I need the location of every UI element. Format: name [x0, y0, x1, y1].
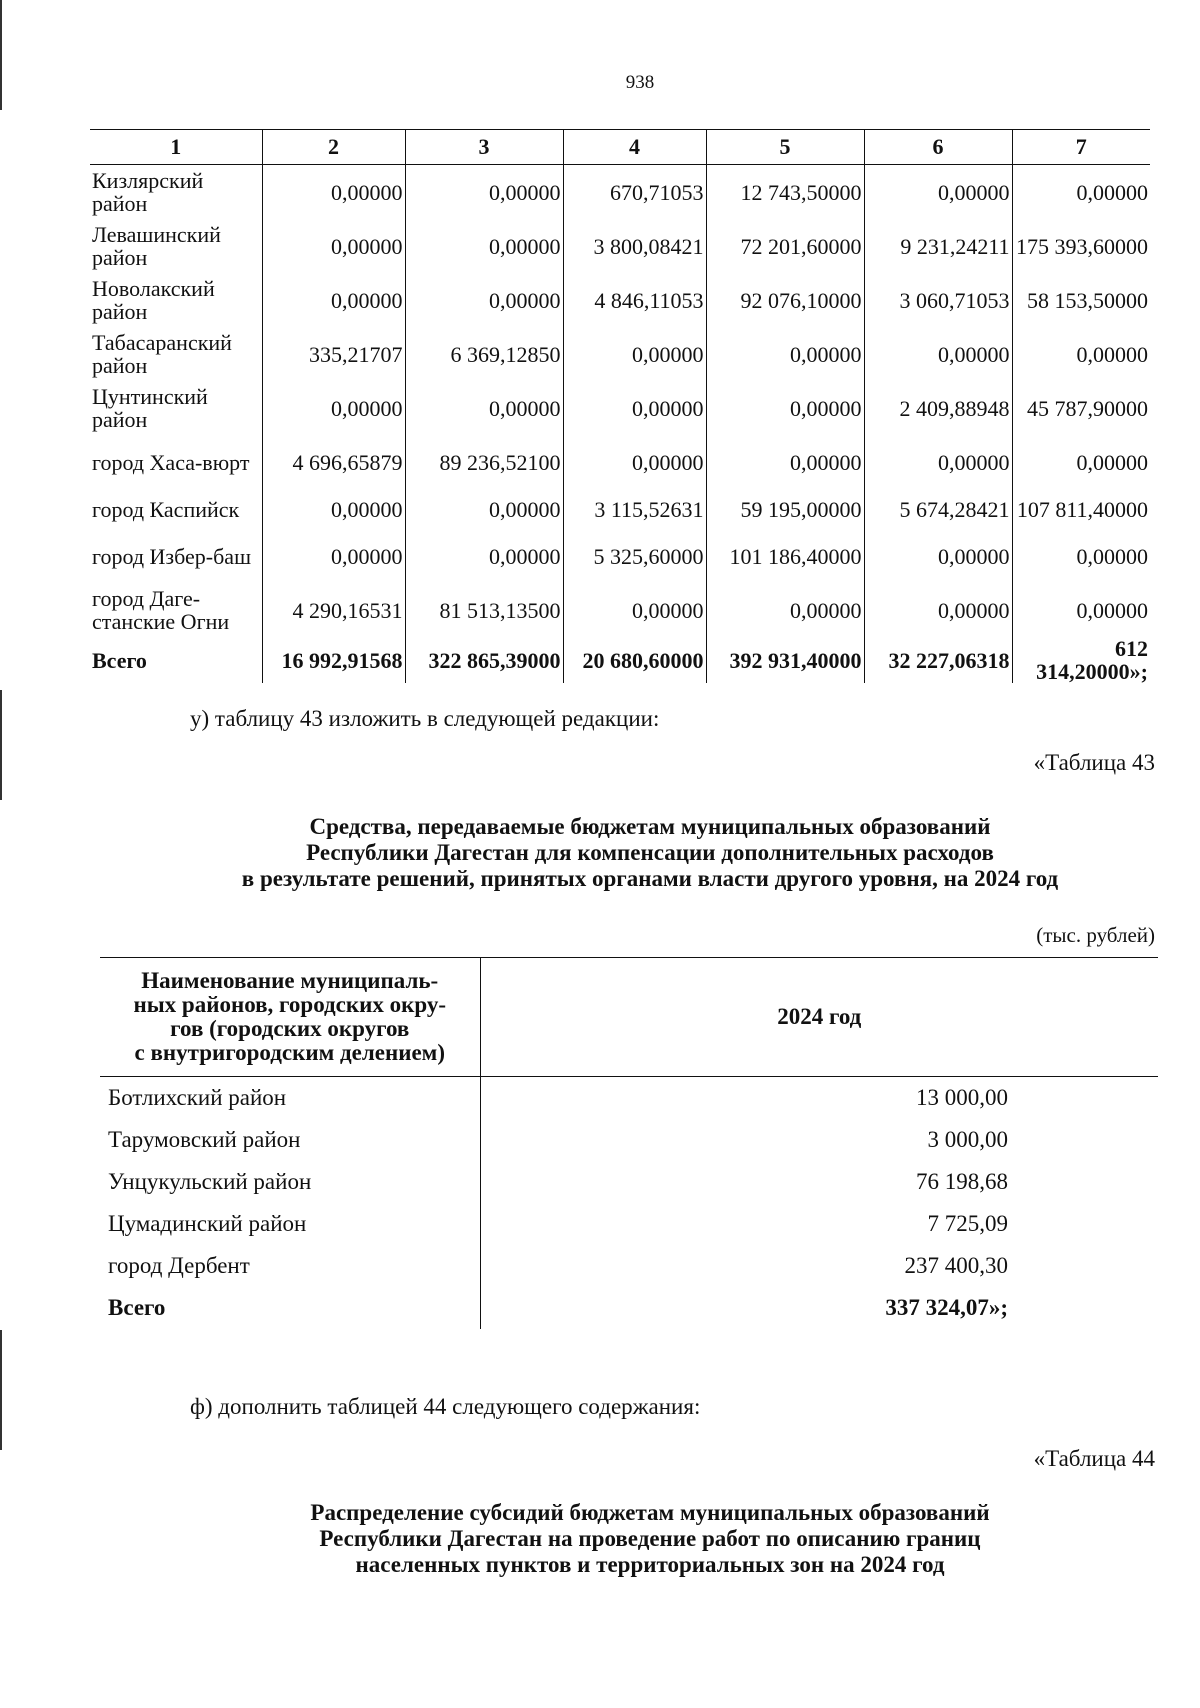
- cell-value: 0,00000: [262, 529, 405, 583]
- table-row: [90, 219, 1150, 273]
- cell-value: 0,00000: [563, 381, 706, 435]
- scan-edge-line: [0, 1330, 2, 1450]
- heading-line: Республики Дагестан для компенсации дополнительных расходов: [306, 840, 994, 865]
- cell-value: 58 153,50000: [1012, 273, 1150, 327]
- cell-value: 0,00000: [1012, 435, 1150, 489]
- amount-value: 237 400,30: [904, 1253, 1008, 1278]
- district-name: Кизлярский район: [92, 168, 204, 216]
- total-value: 20 680,60000: [563, 637, 706, 683]
- cell-value: 0,00000: [262, 489, 405, 529]
- cell-value: 0,00000: [864, 529, 1012, 583]
- district-name: город Дербент: [100, 1245, 480, 1287]
- cell-value: 4 846,11053: [563, 273, 706, 327]
- continued-table: [90, 129, 1150, 683]
- table-row: [90, 529, 1150, 583]
- cell-value: 0,00000: [405, 529, 563, 583]
- header-line: Наименование муниципаль-: [141, 968, 439, 993]
- district-name: город Даге-станские Огни: [92, 586, 230, 634]
- name-column-header: [100, 958, 480, 1077]
- cell-value: 0,00000: [405, 219, 563, 273]
- cell-value: 0,00000: [262, 381, 405, 435]
- year-column-header: 2024 год: [480, 958, 1158, 1077]
- table-row: [100, 1203, 1158, 1245]
- cell-value: 0,00000: [706, 435, 864, 489]
- table44-label: «Таблица 44: [1033, 1446, 1155, 1471]
- header-line: гов (городских округов: [170, 1016, 410, 1041]
- cell-value: 0,00000: [405, 489, 563, 529]
- cell-value: 0,00000: [706, 327, 864, 381]
- district-name: город Хаса-вюрт: [92, 449, 250, 475]
- cell-value: 0,00000: [864, 165, 1012, 220]
- cell-value: 0,00000: [1012, 327, 1150, 381]
- heading-line: населенных пунктов и территориальных зон на 2024 год: [355, 1552, 945, 1577]
- cell-value: 2 409,88948: [864, 381, 1012, 435]
- column-number: 4: [563, 130, 706, 165]
- total-value: 337 324,07»;: [885, 1295, 1008, 1320]
- header-line: ных районов, городских окру-: [133, 992, 447, 1017]
- cell-value: 92 076,10000: [706, 273, 864, 327]
- cell-value: 0,00000: [864, 435, 1012, 489]
- table-row: [90, 327, 1150, 381]
- heading-line: Республики Дагестан на проведение работ по описанию границ: [319, 1526, 981, 1551]
- cell-value: 0,00000: [1012, 529, 1150, 583]
- district-name: Унцукульский район: [100, 1161, 480, 1203]
- district-name: город Избер-баш: [92, 543, 252, 569]
- table43-label: «Таблица 43: [1033, 750, 1155, 775]
- total-value: 32 227,06318: [864, 637, 1012, 683]
- heading-line: Распределение субсидий бюджетам муниципальных образований: [310, 1500, 990, 1525]
- district-name: Табасаранский район: [92, 330, 232, 378]
- cell-value: 0,00000: [706, 583, 864, 637]
- amount-value: 13 000,00: [916, 1085, 1008, 1110]
- scan-edge-line: [0, 690, 2, 800]
- column-number: 1: [90, 130, 262, 165]
- table-row: [90, 489, 1150, 529]
- cell-value: 107 811,40000: [1012, 489, 1150, 529]
- cell-value: 670,71053: [563, 165, 706, 220]
- district-name: Цунтинский район: [92, 384, 208, 432]
- total-value: 392 931,40000: [706, 637, 864, 683]
- table-row: [100, 1161, 1158, 1203]
- cell-value: 3 115,52631: [563, 489, 706, 529]
- table-total-row: [90, 637, 1150, 683]
- column-number: 6: [864, 130, 1012, 165]
- table44-heading: [130, 1500, 1170, 1578]
- table-row: [90, 583, 1150, 637]
- table-total-row: [100, 1287, 1158, 1329]
- cell-value: 0,00000: [864, 583, 1012, 637]
- cell-value: 5 674,28421: [864, 489, 1012, 529]
- cell-value: 0,00000: [1012, 583, 1150, 637]
- column-number: 3: [405, 130, 563, 165]
- table-row: [90, 381, 1150, 435]
- heading-line: в результате решений, принятых органами власти другого уровня, на 2024 год: [241, 866, 1059, 891]
- district-name: Левашинский район: [92, 222, 221, 270]
- amendment-paragraph-u: у) таблицу 43 изложить в следующей редакции:: [190, 706, 660, 731]
- cell-value: 89 236,52100: [405, 435, 563, 489]
- cell-value: 0,00000: [706, 381, 864, 435]
- cell-value: 3 800,08421: [563, 219, 706, 273]
- cell-value: 335,21707: [262, 327, 405, 381]
- column-number: 5: [706, 130, 864, 165]
- table-row: [90, 435, 1150, 489]
- cell-value: 0,00000: [563, 583, 706, 637]
- total-value: 322 865,39000: [405, 637, 563, 683]
- page-number: 938: [625, 72, 655, 93]
- cell-value: 0,00000: [262, 165, 405, 220]
- cell-value: 3 060,71053: [864, 273, 1012, 327]
- table-row: [100, 1119, 1158, 1161]
- district-name: Цумадинский район: [100, 1203, 480, 1245]
- table-header-row: [100, 958, 1158, 1077]
- total-label: Всего: [100, 1287, 480, 1329]
- cell-value: 12 743,50000: [706, 165, 864, 220]
- table-row: [90, 165, 1150, 220]
- cell-value: 0,00000: [563, 327, 706, 381]
- cell-value: 4 290,16531: [262, 583, 405, 637]
- header-line: с внутригородским делением): [134, 1040, 445, 1065]
- district-name: Ботлихский район: [100, 1077, 480, 1120]
- amendment-paragraph-f: ф) дополнить таблицей 44 следующего содержания:: [190, 1394, 701, 1419]
- cell-value: 0,00000: [405, 165, 563, 220]
- cell-value: 81 513,13500: [405, 583, 563, 637]
- cell-value: 0,00000: [262, 219, 405, 273]
- cell-value: 72 201,60000: [706, 219, 864, 273]
- column-number: 2: [262, 130, 405, 165]
- cell-value: 0,00000: [864, 327, 1012, 381]
- cell-value: 0,00000: [1012, 165, 1150, 220]
- total-value: 16 992,91568: [262, 637, 405, 683]
- amount-value: 7 725,09: [927, 1211, 1008, 1236]
- cell-value: 59 195,00000: [706, 489, 864, 529]
- table-row: [100, 1077, 1158, 1120]
- total-value: 612 314,20000»;: [1012, 637, 1150, 683]
- table43-heading: [130, 814, 1170, 892]
- total-label: Всего: [92, 647, 147, 673]
- cell-value: 9 231,24211: [864, 219, 1012, 273]
- cell-value: 0,00000: [405, 273, 563, 327]
- cell-value: 101 186,40000: [706, 529, 864, 583]
- table-row: [90, 273, 1150, 327]
- cell-value: 45 787,90000: [1012, 381, 1150, 435]
- district-name: Новолакский район: [92, 276, 215, 324]
- amount-value: 3 000,00: [927, 1127, 1008, 1152]
- cell-value: 4 696,65879: [262, 435, 405, 489]
- district-name: Тарумовский район: [100, 1119, 480, 1161]
- cell-value: 6 369,12850: [405, 327, 563, 381]
- table-header-row: [90, 130, 1150, 165]
- cell-value: 0,00000: [563, 435, 706, 489]
- cell-value: 175 393,60000: [1012, 219, 1150, 273]
- heading-line: Средства, передаваемые бюджетам муниципальных образований: [309, 814, 991, 839]
- table43: [100, 957, 1158, 1329]
- units-note: (тыс. рублей): [1036, 923, 1155, 947]
- amount-value: 76 198,68: [916, 1169, 1008, 1194]
- cell-value: 0,00000: [405, 381, 563, 435]
- cell-value: 0,00000: [262, 273, 405, 327]
- district-name: город Каспийск: [92, 496, 240, 522]
- table-row: [100, 1245, 1158, 1287]
- cell-value: 5 325,60000: [563, 529, 706, 583]
- column-number: 7: [1012, 130, 1150, 165]
